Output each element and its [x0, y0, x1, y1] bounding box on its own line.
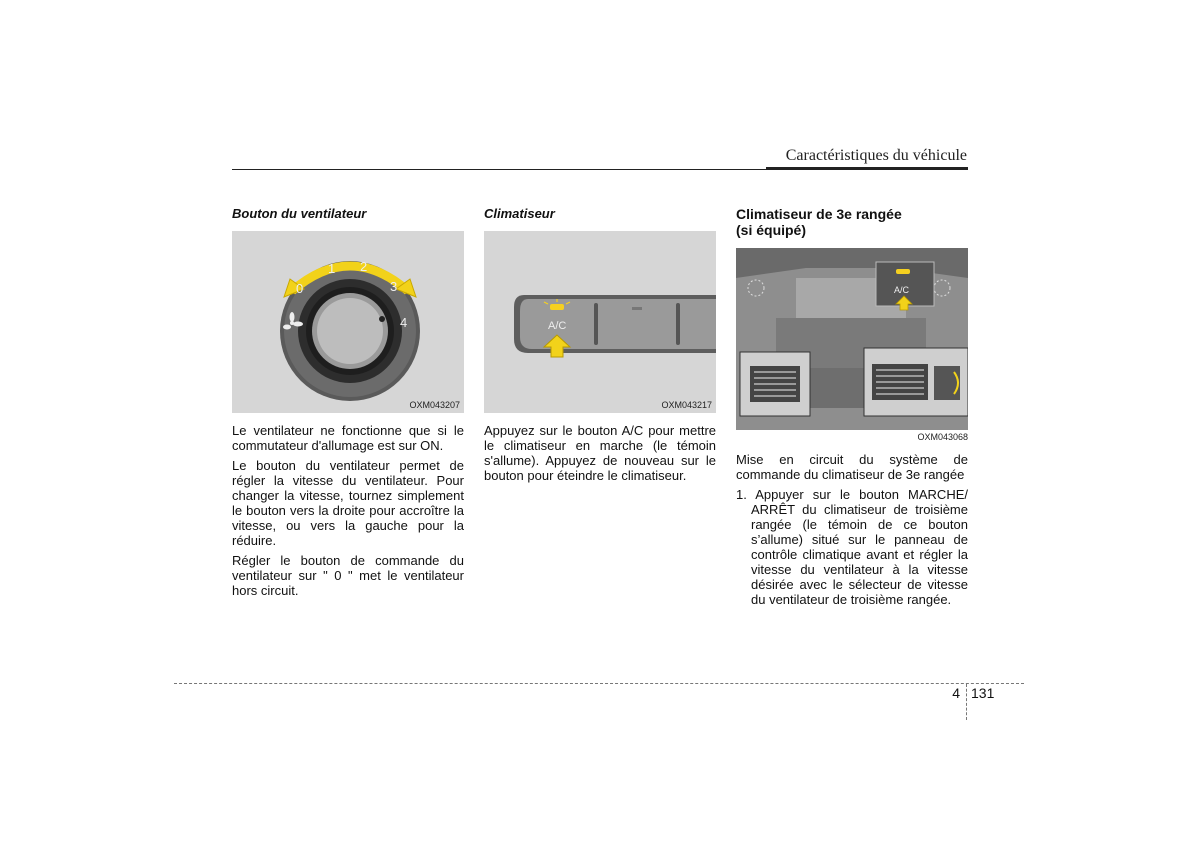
header-rule-accent: [766, 167, 968, 170]
list-item-rear-ac-step1: 1. Appuyer sur le bouton MARCHE/ ARRÊT du climatiseur de troisième rangée (le témoin de ce bouton s’allume) situé sur le panneau de contrôle climatique avant et régler la vitesse du ventilateur à la vitesse désirée avec le sélecteur de vitesse du ventilateur de troisième rangée.: [736, 487, 968, 607]
column-rear-ac: [736, 206, 968, 607]
paragraph-fan-speed: Le bouton du ventilateur permet de régler la vitesse du ventilateur. Pour changer la vitesse, tournez simplement le bouton vers la droite pour accroître la vitesse, ou vers la gauche pour la réduire.: [232, 458, 464, 548]
figure-ac-button: [484, 231, 716, 413]
knob-label-4: 4: [400, 315, 408, 330]
knob-label-0: 0: [296, 281, 304, 296]
column-ac: [484, 206, 716, 483]
subheading-fan-knob: Bouton du ventilateur: [232, 206, 367, 221]
knob-label-1: 1: [328, 261, 336, 276]
paragraph-rear-ac-intro: Mise en circuit du système de commande du climatiseur de 3e rangée: [736, 452, 968, 482]
rear-ac-button-label: A/C: [894, 285, 910, 295]
paragraph-fan-ignition: Le ventilateur ne fonctionne que si le commutateur d'allumage est sur ON.: [232, 423, 464, 453]
chapter-number: 4: [952, 685, 960, 701]
figure-code-ac: OXM043217: [661, 400, 712, 410]
paragraph-ac: Appuyez sur le bouton A/C pour mettre le climatiseur en marche (le témoin s'allume). Appuyez de nouveau sur le bouton pour éteindre le climatiseur.: [484, 423, 716, 483]
page-number: 131: [971, 685, 995, 701]
heading-rear-ac: Climatiseur de 3e rangée (si équipé): [736, 206, 902, 238]
fan-knob-illustration: [232, 231, 464, 413]
figure-fan-knob: [232, 231, 464, 413]
page-header-title: Caractéristiques du véhicule: [785, 147, 967, 164]
knob-label-2: 2: [360, 259, 368, 274]
figure-rear-ac: [736, 248, 968, 430]
subheading-ac: Climatiseur: [484, 206, 555, 221]
ac-button-label: A/C: [548, 320, 567, 332]
paragraph-fan-off: Régler le bouton de commande du ventilateur sur " 0 " met le ventilateur hors circuit.: [232, 553, 464, 598]
footer-divider: [174, 683, 1024, 684]
figure-code-rear-ac: OXM043068: [917, 432, 968, 442]
figure-code-fan-knob: OXM043207: [409, 400, 460, 410]
rear-ac-illustration: [736, 248, 968, 430]
footer-vertical-divider: [966, 684, 967, 720]
column-fan-knob: [232, 206, 464, 598]
ac-panel-illustration: [484, 231, 716, 413]
knob-label-3: 3: [390, 279, 398, 294]
